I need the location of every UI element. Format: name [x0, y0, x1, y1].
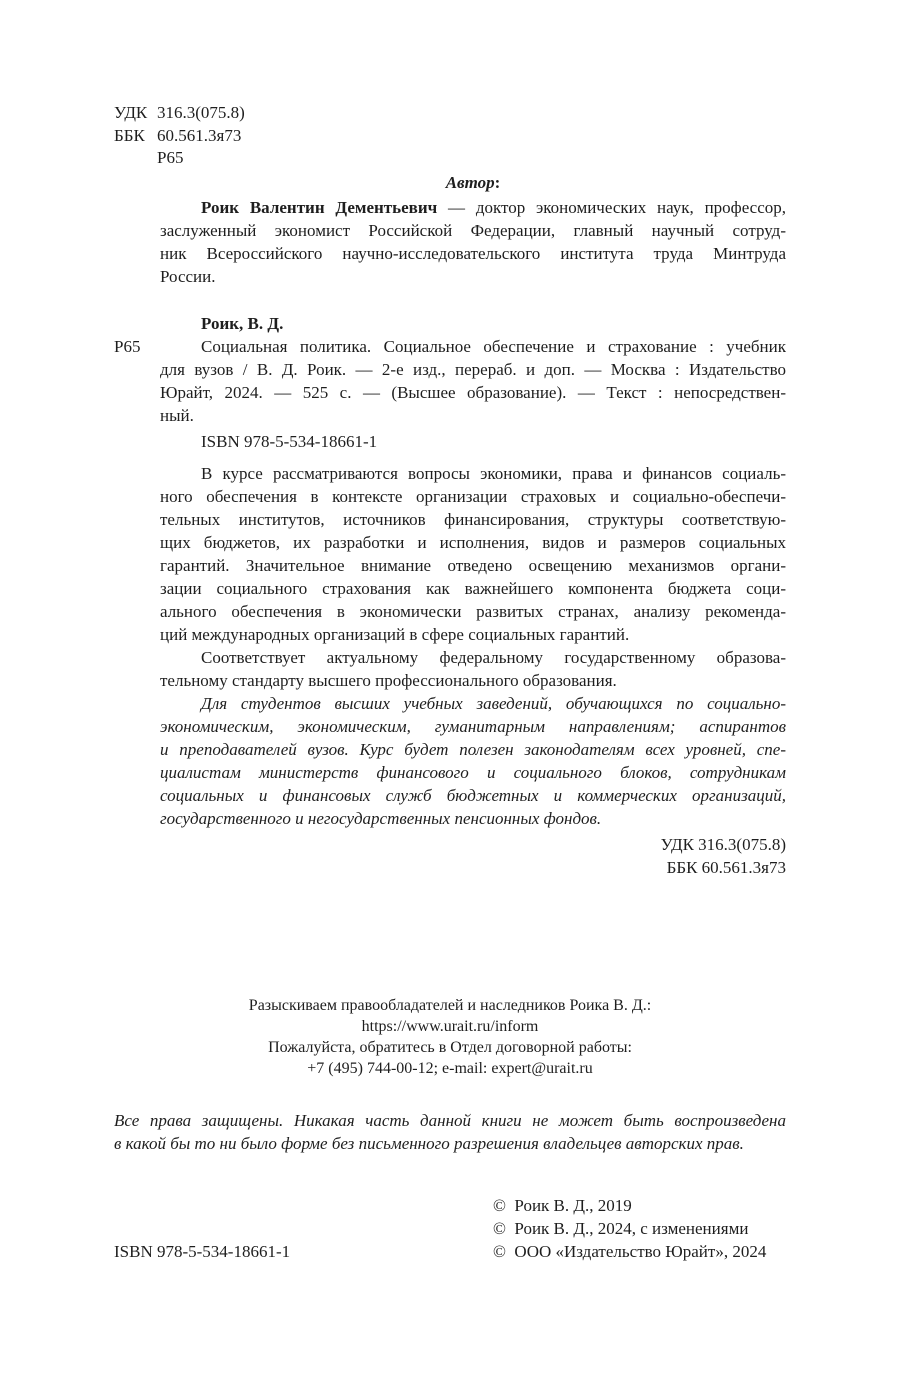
notice-line: Пожалуйста, обратитесь в Отдел договорной работы:	[268, 1039, 632, 1056]
annotation-line: гарантий. Значительное внимание отведено освещению механизмов органи-	[160, 556, 786, 575]
bbk-value: 60.561.3я73	[157, 125, 242, 145]
annotation-line: тельных институтов, источников финансирования, структуры соответствую-	[160, 510, 786, 529]
copyright-line: © Роик В. Д., 2019	[493, 1196, 632, 1215]
bottom-isbn: ISBN 978-5-534-18661-1	[114, 1242, 291, 1261]
annotation-line: щих бюджетов, их разработки и исполнения, видов и размеров социальных	[160, 533, 786, 552]
annotation-line: В курсе рассматриваются вопросы экономики, права и финансов социаль-	[201, 464, 786, 483]
author-bio-line: ник Всероссийского научно-исследовательского института труда Минтруда	[160, 244, 786, 263]
annotation-line: ного обеспечения в контексте организации страховых и социально-обеспечи-	[160, 487, 786, 506]
rights-line: в какой бы то ни было форме без письменного разрешения владельцев авторских прав.	[114, 1134, 744, 1153]
bib-isbn: ISBN 978-5-534-18661-1	[201, 432, 378, 451]
annotation-line: зации социального страхования как важнейшего компонента бюджета соци-	[160, 579, 786, 598]
annotation-line: ального обеспечения в экономически развитых странах, анализу рекоменда-	[160, 602, 786, 621]
bib-description-line: для вузов / В. Д. Роик. — 2-е изд., перераб. и доп. — Москва : Издательство	[160, 360, 786, 379]
bib-description-line: ный.	[160, 406, 194, 425]
udk-code-right: УДК 316.3(075.8)	[660, 835, 786, 854]
udk-value: 316.3(075.8)	[157, 103, 245, 122]
author-name: Роик Валентин Дементьевич	[201, 198, 438, 217]
author-bio-line: России.	[160, 267, 216, 286]
annotation-line: тельному стандарту высшего профессионального образования.	[160, 671, 617, 690]
bib-description-line: Юрайт, 2024. — 525 с. — (Высшее образование). — Текст : непосредствен-	[160, 383, 786, 402]
bib-description-line: Социальная политика. Социальное обеспечение и страхование : учебник	[201, 337, 786, 356]
author-bio-line: заслуженный экономист Российской Федерации, главный научный сотруд-	[160, 221, 786, 240]
audience-line: социальных и финансовых служб бюджетных и коммерческих организаций,	[160, 786, 786, 805]
audience-line: экономическим, экономическим, гуманитарным направлениям; аспирантов	[160, 717, 786, 736]
audience-line: циалистам министерств финансового и социального блоков, сотрудникам	[160, 763, 786, 782]
author-heading: Автор:	[445, 173, 501, 192]
annotation-line: ций международных организаций в сфере социальных гарантий.	[160, 625, 630, 644]
classification-codes	[114, 102, 245, 170]
copyright-line: © ООО «Издательство Юрайт», 2024	[493, 1242, 767, 1261]
rights-line: Все права защищены. Никакая часть данной книги не может быть воспроизведена	[114, 1111, 786, 1130]
copyright-line: © Роик В. Д., 2024, с изменениями	[493, 1219, 749, 1238]
audience-line: и преподавателей вузов. Курс будет полезен законодателям всех уровней, спе-	[160, 740, 786, 759]
notice-line: Разыскиваем правообладателей и наследников Роика В. Д.:	[248, 997, 652, 1014]
notice-contacts: +7 (495) 744-00-12; e-mail: expert@urait.ru	[307, 1060, 593, 1077]
annotation-line: Соответствует актуальному федеральному государственному образова-	[201, 648, 786, 667]
bbk-label: ББК	[114, 125, 145, 145]
notice-url: https://www.urait.ru/inform	[361, 1018, 539, 1035]
author-bio-line-1: Роик Валентин Дементьевич — доктор экономических наук, профессор,	[201, 198, 786, 217]
udk-label: УДК	[114, 103, 148, 122]
audience-line: государственного и негосударственных пенсионных фондов.	[160, 809, 602, 828]
author-mark: Р65	[157, 148, 184, 167]
bib-mark: Р65	[114, 337, 141, 356]
bbk-code-right: ББК 60.561.3я73	[666, 858, 786, 877]
audience-line: Для студентов высших учебных заведений, обучающихся по социально-	[201, 694, 786, 713]
bib-author-heading: Роик, В. Д.	[201, 314, 284, 333]
